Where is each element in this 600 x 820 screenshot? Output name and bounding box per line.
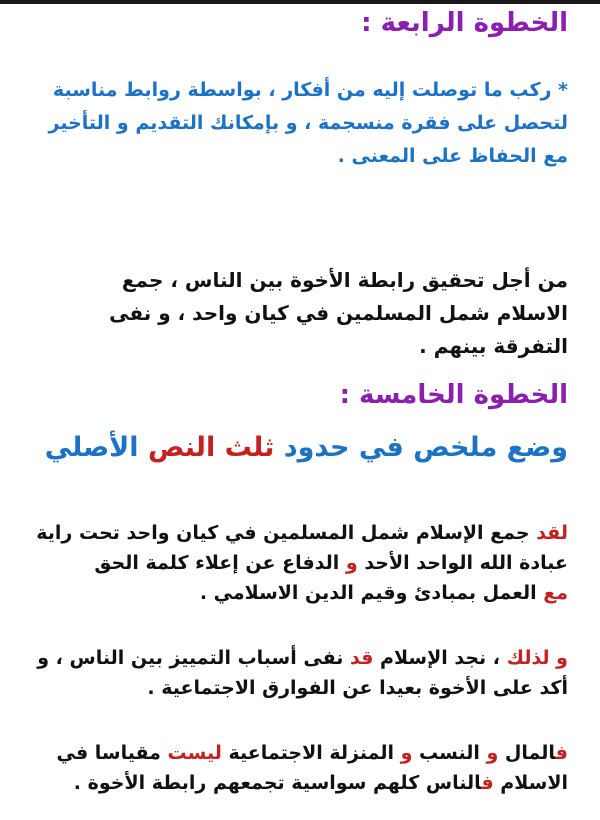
connector-word: و: [400, 742, 413, 764]
summary-text: الاسلام: [493, 772, 568, 794]
summary-text: المال: [498, 742, 556, 764]
connector-word: و لذلك: [506, 647, 568, 669]
step4-instructions: [20, 74, 568, 173]
summary-line: [20, 578, 568, 608]
summary-line: [20, 548, 568, 578]
step4-title: الخطوة الرابعة :: [361, 8, 568, 38]
summary-paragraph-1: [20, 518, 568, 608]
summary-line: [20, 643, 568, 673]
summary-text: نفى أسباب التمييز بين الناس ، و: [37, 647, 351, 669]
summary-line: [20, 768, 568, 798]
summary-text: العمل بمبادئ وقيم الدين الاسلامي .: [199, 582, 544, 604]
instruction-text: وضع ملخص في حدود: [274, 432, 568, 463]
summary-line: [20, 738, 568, 768]
connector-word: و: [486, 742, 499, 764]
example-paragraph: [20, 264, 568, 363]
connector-word: ليست: [167, 742, 222, 764]
connector-word: و: [345, 552, 358, 574]
connector-word: قد: [350, 647, 374, 669]
summary-text: جمع الإسلام شمل المسلمين في كيان واحد تحت راية: [36, 522, 537, 544]
connector-word: مع: [543, 582, 568, 604]
summary-text: الناس كلهم سواسية تجمعهم رابطة الأخوة .: [73, 772, 482, 794]
summary-text: عبادة الله الواحد الأحد: [357, 552, 568, 574]
summary-text: مقياسا في: [56, 742, 168, 764]
summary-line: [20, 518, 568, 548]
connector-word: لقد: [536, 522, 568, 544]
connector-word: ف: [555, 742, 568, 764]
instruction-highlight: ثلث النص: [147, 432, 275, 463]
step4-line: لتحصل على فقرة منسجمة ، و بإمكانك التقديم و التأخير: [48, 112, 568, 134]
instruction-text: الأصلي: [44, 432, 148, 463]
step4-line: * ركب ما توصلت إليه من أفكار ، بواسطة روابط مناسبة: [52, 79, 568, 101]
summary-paragraph-2: [20, 643, 568, 703]
summary-paragraph-3: [20, 738, 568, 798]
example-line: التفرقة بينهم .: [419, 334, 568, 358]
summary-text: النسب: [412, 742, 487, 764]
step5-title: الخطوة الخامسة :: [339, 380, 568, 410]
example-line: الاسلام شمل المسلمين في كيان واحد ، و نفى: [109, 301, 568, 325]
example-line: من أجل تحقيق رابطة الأخوة بين الناس ، جمع: [121, 268, 568, 292]
summary-text: ، نجد الإسلام: [373, 647, 507, 669]
top-border: [0, 0, 600, 4]
summary-line: أكد على الأخوة بعيدا عن الفوارق الاجتماعية .: [147, 677, 568, 699]
summary-text: الدفاع عن إعلاء كلمة الحق: [94, 552, 346, 574]
step5-instruction: [20, 432, 568, 463]
connector-word: ف: [481, 772, 494, 794]
step4-line: مع الحفاظ على المعنى .: [337, 145, 568, 167]
summary-text: المنزلة الاجتماعية: [221, 742, 401, 764]
